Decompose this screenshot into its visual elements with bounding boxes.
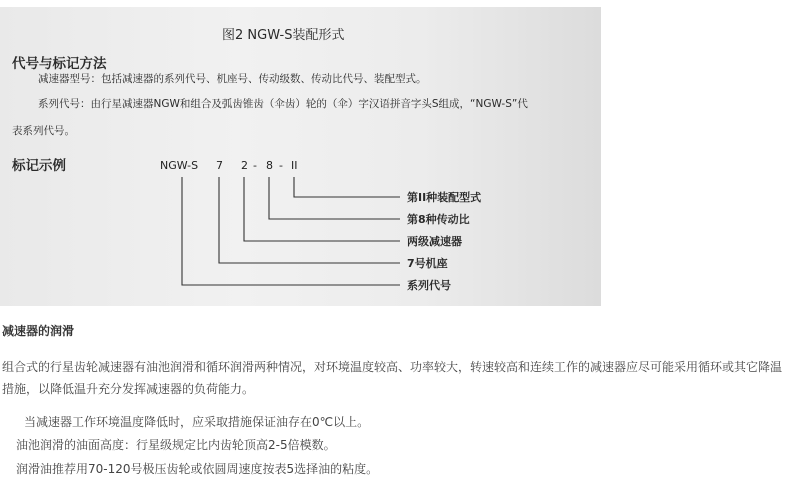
lubrication-heading: 减速器的润滑: [2, 324, 75, 338]
label-seat: 7号机座: [407, 257, 448, 270]
section-title-code: 代号与标记方法: [12, 56, 107, 72]
leader-series: [182, 177, 400, 285]
paragraph-model: 减速器型号：包括减速器的系列代号、机座号、传动级数、传动比代号、装配型式。: [38, 73, 427, 85]
lubrication-line-2: 油池润滑的油面高度：行星级规定比内齿轮顶高2-5倍模数。: [16, 438, 336, 452]
section-title-mark: 标记示例: [12, 158, 66, 174]
leader-stages: [244, 177, 400, 241]
label-series: 系列代号: [407, 279, 451, 292]
code-breakdown-diagram: [0, 7, 601, 306]
scanned-page-image: [0, 7, 601, 306]
paragraph-series: 系列代号：由行星减速器NGW和组合及弧齿锥齿（伞齿）轮的（伞）字汉语拼音字头S组成，“NGW-S”代: [38, 98, 528, 110]
code-assembly: II: [291, 159, 298, 172]
code-ratio: 8: [266, 159, 273, 172]
label-assembly: 第II种装配型式: [407, 191, 482, 204]
figure-caption: 图2 NGW-S装配形式: [222, 28, 345, 43]
code-stage: 2: [241, 159, 248, 172]
code-dash-1: -: [253, 159, 257, 172]
paragraph-series-cont: 表系列代号。: [12, 125, 75, 137]
code-seat: 7: [216, 159, 223, 172]
lubrication-line-1: 当减速器工作环境温度降低时，应采取措施保证油存在0℃以上。: [24, 415, 370, 429]
code-dash-2: -: [279, 159, 283, 172]
lubrication-line-3: 润滑油推荐用70-120号极压齿轮或依圆周速度按表5选择油的粘度。: [16, 462, 379, 476]
leader-seat: [219, 177, 400, 263]
leader-assembly: [294, 177, 400, 197]
leader-ratio: [269, 177, 400, 219]
label-ratio: 第8种传动比: [407, 213, 470, 226]
code-series: NGW-S: [160, 159, 199, 172]
label-stages: 两级减速器: [407, 235, 462, 248]
lubrication-paragraph: 组合式的行星齿轮减速器有油池润滑和循环润滑两种情况，对环境温度较高、功率较大，转速较高和连续工作的减速器应尽可能采用循环或其它降温措施，以降低温升充分发挥减速器的负荷能力。: [2, 360, 783, 396]
